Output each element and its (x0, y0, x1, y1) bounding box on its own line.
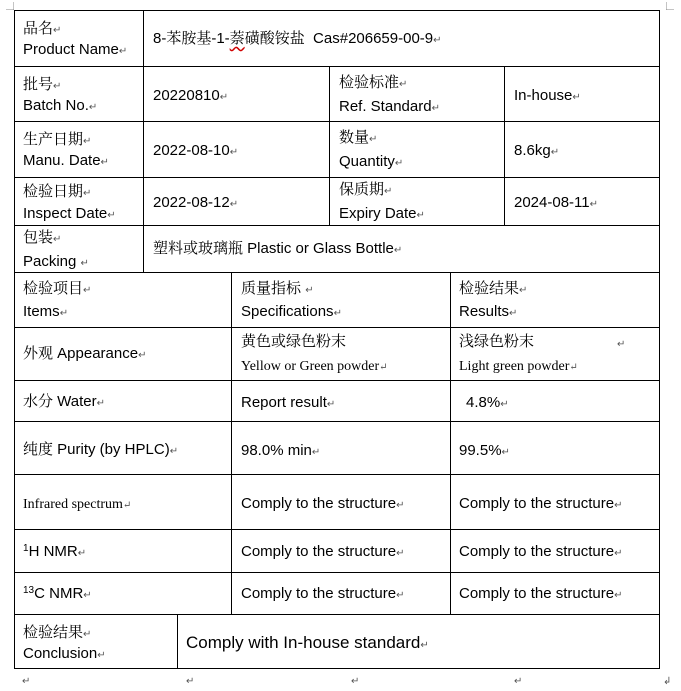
cnmr-item: $^{13}$C NMR↵ (23, 585, 92, 602)
packing-label-en: Packing ↵ (23, 253, 89, 270)
water-item: 水分 Water↵ (23, 393, 106, 410)
ir-spec: Comply to the structure↵ (241, 495, 405, 512)
row-divider (14, 380, 660, 381)
ir-item: Infrared spectrum↵ (23, 497, 132, 512)
row-divider (14, 225, 660, 226)
quantity-value: 8.6kg↵ (514, 142, 560, 159)
manu-date-value: 2022-08-10↵ (153, 142, 239, 159)
product-name: 8-苯胺基-1-萘磺酸铵盐 Cas#206659-00-9↵ (153, 30, 442, 47)
packing-label-cn: 包装↵ (23, 229, 62, 246)
header-items-en: Items↵ (23, 303, 69, 320)
ir-result: Comply to the structure↵ (459, 495, 623, 512)
batch-label-en: Batch No.↵ (23, 97, 98, 114)
ref-standard-label-cn: 检验标准↵ (339, 74, 408, 91)
header-results-en: Results↵ (459, 303, 518, 320)
row-divider (14, 272, 660, 273)
quantity-label-en: Quantity↵ (339, 153, 404, 170)
packing-value: 塑料或玻璃瓶 Plastic or Glass Bottle↵ (153, 240, 403, 257)
row-divider (14, 421, 660, 422)
conclusion-value: Comply with In-house standard↵ (186, 633, 429, 652)
purity-spec: 98.0% min↵ (241, 442, 321, 459)
crop-mark-icon (6, 2, 14, 10)
manu-date-label-en: Manu. Date↵ (23, 152, 109, 169)
col-divider (231, 272, 232, 614)
water-result: 4.8%↵ (466, 394, 509, 411)
row-divider (14, 121, 660, 122)
product-label-cn: 品名↵ (23, 20, 62, 37)
product-label-en: Product Name↵ (23, 41, 128, 58)
conclusion-label-cn: 检验结果↵ (23, 624, 92, 641)
col-divider (143, 10, 144, 272)
inspect-date-label-cn: 检验日期↵ (23, 183, 92, 200)
end-of-row-mark: ↵ (22, 676, 31, 687)
col-divider (450, 272, 451, 614)
col-divider (177, 614, 178, 669)
cnmr-spec: Comply to the structure↵ (241, 585, 405, 602)
header-specs-cn: 质量指标 ↵ (241, 280, 314, 297)
hnmr-item: $^1$H NMR↵ (23, 543, 87, 560)
col-divider (329, 66, 330, 225)
end-of-row-mark: ↵ (514, 676, 523, 687)
hnmr-result: Comply to the structure↵ (459, 543, 623, 560)
row-divider (14, 177, 660, 178)
water-spec: Report result↵ (241, 394, 336, 411)
inspect-date-label-en: Inspect Date↵ (23, 205, 116, 222)
expiry-date-label-en: Expiry Date↵ (339, 205, 425, 222)
quantity-label-cn: 数量↵ (339, 129, 378, 146)
hnmr-spec: Comply to the structure↵ (241, 543, 405, 560)
header-results-cn: 检验结果↵ (459, 280, 528, 297)
row-divider (14, 529, 660, 530)
paragraph-mark: ↵ (617, 339, 626, 350)
appearance-spec-en: Yellow or Green powder↵ (241, 359, 388, 374)
manu-date-label-cn: 生产日期↵ (23, 131, 92, 148)
appearance-spec-cn: 黄色或绿色粉末 (241, 333, 347, 350)
appearance-item: 外观 Appearance↵ (23, 345, 147, 362)
appearance-result-en: Light green powder↵ (459, 359, 578, 374)
expiry-date-value: 2024-08-11↵ (514, 194, 599, 211)
row-divider (14, 614, 660, 615)
end-of-row-mark: ↵ (186, 676, 195, 687)
header-items-cn: 检验项目↵ (23, 280, 92, 297)
col-divider (504, 66, 505, 225)
purity-result: 99.5%↵ (459, 442, 510, 459)
expiry-date-label-cn: 保质期↵ (339, 181, 393, 198)
row-divider (14, 572, 660, 573)
ref-standard-value: In-house↵ (514, 87, 581, 104)
end-of-row-mark: ↲ (663, 676, 672, 687)
end-of-row-mark: ↵ (351, 676, 360, 687)
row-divider (14, 327, 660, 328)
row-divider (14, 474, 660, 475)
crop-mark-icon (666, 2, 674, 10)
header-specs-en: Specifications↵ (241, 303, 342, 320)
batch-value: 20220810↵ (153, 87, 229, 104)
conclusion-label-en: Conclusion↵ (23, 645, 106, 662)
row-divider (14, 66, 660, 67)
appearance-result-cn: 浅绿色粉末 (459, 333, 535, 350)
purity-item: 纯度 Purity (by HPLC)↵ (23, 441, 179, 458)
batch-label-cn: 批号↵ (23, 76, 62, 93)
ref-standard-label-en: Ref. Standard↵ (339, 98, 440, 115)
cnmr-result: Comply to the structure↵ (459, 585, 623, 602)
inspect-date-value: 2022-08-12↵ (153, 194, 239, 211)
